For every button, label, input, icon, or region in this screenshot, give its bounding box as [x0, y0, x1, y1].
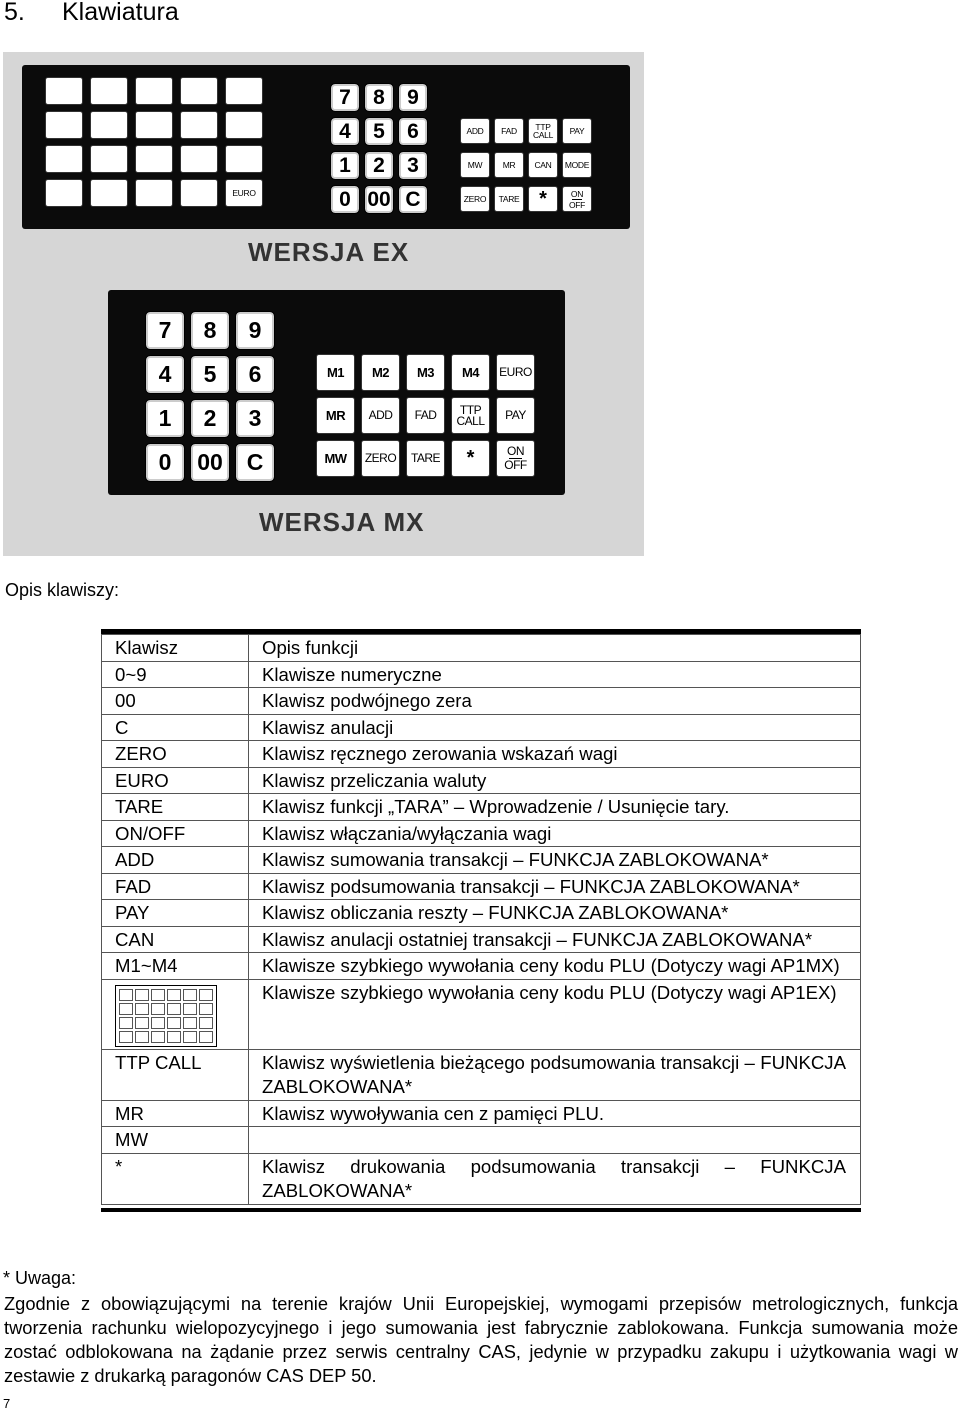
- row-desc: Klawisz obliczania reszty – FUNKCJA ZABLOKOWANA*: [249, 900, 861, 927]
- section-heading: [4, 0, 179, 27]
- ex-plu-key: [90, 145, 128, 173]
- table-row: [102, 1100, 861, 1127]
- table-row: [102, 661, 861, 688]
- ex-function-key: ADD: [460, 118, 490, 144]
- ex-function-key: FAD: [494, 118, 524, 144]
- ex-function-key: ON OFF: [562, 186, 592, 212]
- keyboard-figure: [3, 52, 644, 556]
- table-row: [102, 979, 861, 1049]
- mx-function-key: PAY: [496, 397, 535, 434]
- row-desc: Klawisz anulacji: [249, 714, 861, 741]
- ex-function-key: MR: [494, 152, 524, 178]
- mx-function-key: EURO: [496, 354, 535, 391]
- key-description-label: Opis klawiszy:: [5, 580, 120, 600]
- ex-numeric-key: 7: [331, 84, 359, 111]
- table-row: [102, 873, 861, 900]
- row-desc: Klawisz podwójnego zera: [249, 688, 861, 715]
- ex-plu-key: [135, 77, 173, 105]
- row-desc: Klawisz przeliczania waluty: [249, 767, 861, 794]
- mx-function-key: M4: [451, 354, 490, 391]
- mx-function-key: TTP CALL: [451, 397, 490, 434]
- ex-plu-key: [45, 145, 83, 173]
- row-key: 00: [102, 688, 249, 715]
- row-key: ON/OFF: [102, 820, 249, 847]
- row-desc: [249, 1127, 861, 1154]
- table-row: [102, 953, 861, 980]
- row-key: M1~M4: [102, 953, 249, 980]
- page-number: 7: [3, 1396, 11, 1411]
- table-row: [102, 714, 861, 741]
- row-key: PAY: [102, 900, 249, 927]
- table-row: [102, 741, 861, 768]
- ex-plu-key: [180, 145, 218, 173]
- mx-numeric-key: 3: [236, 400, 274, 437]
- table-row: [102, 794, 861, 821]
- table-row: [102, 820, 861, 847]
- table-row: [102, 1153, 861, 1204]
- mx-function-key: TARE: [406, 440, 445, 477]
- table-row: [102, 900, 861, 927]
- row-key: MR: [102, 1100, 249, 1127]
- ex-numeric-key: 3: [399, 152, 427, 179]
- row-key: MW: [102, 1127, 249, 1154]
- header-desc: Opis funkcji: [249, 635, 861, 662]
- ex-plu-key: [45, 179, 83, 207]
- row-desc: Klawisz wywoływania cen z pamięci PLU.: [249, 1100, 861, 1127]
- table-row: [102, 926, 861, 953]
- ex-function-key: TTP CALL: [528, 118, 558, 144]
- mx-function-key: M1: [316, 354, 355, 391]
- note-title: * Uwaga:: [3, 1268, 77, 1288]
- ex-plu-key: [90, 111, 128, 139]
- mx-function-key: *: [451, 440, 490, 477]
- row-desc: Klawisz drukowania podsumowania transakcji – FUNKCJA ZABLOKOWANA*: [249, 1153, 861, 1204]
- row-desc: Klawisz anulacji ostatniej transakcji – FUNKCJA ZABLOKOWANA*: [249, 926, 861, 953]
- row-desc: Klawisz włączania/wyłączania wagi: [249, 820, 861, 847]
- row-key: ZERO: [102, 741, 249, 768]
- ex-plu-key: [225, 77, 263, 105]
- mx-numeric-key: 00: [191, 444, 229, 481]
- ex-plu-key: [180, 77, 218, 105]
- row-key: ADD: [102, 847, 249, 874]
- table-row: [102, 688, 861, 715]
- mx-numeric-key: 9: [236, 312, 274, 349]
- row-key: *: [102, 1153, 249, 1204]
- mx-function-key: FAD: [406, 397, 445, 434]
- mx-numeric-key: 7: [146, 312, 184, 349]
- ex-numeric-key: 00: [365, 186, 393, 213]
- table-row: [102, 1049, 861, 1100]
- row-desc: Klawisz wyświetlenia bieżącego podsumowania transakcji – FUNKCJA ZABLOKOWANA*: [249, 1049, 861, 1100]
- ex-function-key: ZERO: [460, 186, 490, 212]
- ex-function-key: TARE: [494, 186, 524, 212]
- ex-function-key: *: [528, 186, 558, 212]
- mx-numeric-key: 1: [146, 400, 184, 437]
- row-key: C: [102, 714, 249, 741]
- ex-plu-key: [225, 145, 263, 173]
- ex-function-key: MODE: [562, 152, 592, 178]
- ex-version-label: WERSJA EX: [248, 237, 410, 267]
- row-desc: Klawisz funkcji „TARA” – Wprowadzenie / Usunięcie tary.: [249, 794, 861, 821]
- mx-numeric-key: 0: [146, 444, 184, 481]
- ex-numeric-key: 8: [365, 84, 393, 111]
- ex-numeric-key: 1: [331, 152, 359, 179]
- row-desc: Klawisz podsumowania transakcji – FUNKCJA ZABLOKOWANA*: [249, 873, 861, 900]
- key-description-table: [101, 634, 861, 1205]
- header-key: Klawisz: [102, 635, 249, 662]
- ex-plu-key: [45, 77, 83, 105]
- table-bottom-rule: [101, 1208, 861, 1212]
- row-key: TARE: [102, 794, 249, 821]
- row-desc: Klawisz sumowania transakcji – FUNKCJA ZABLOKOWANA*: [249, 847, 861, 874]
- mx-numeric-key: 6: [236, 356, 274, 393]
- row-desc: Klawisz ręcznego zerowania wskazań wagi: [249, 741, 861, 768]
- mx-numeric-key: C: [236, 444, 274, 481]
- ex-numeric-key: 5: [365, 118, 393, 145]
- ex-plu-key: [135, 145, 173, 173]
- section-title: Klawiatura: [62, 0, 179, 26]
- ex-numeric-key: C: [399, 186, 427, 213]
- key-table-wrapper: [101, 629, 861, 1212]
- ex-function-key: PAY: [562, 118, 592, 144]
- mx-function-key: ZERO: [361, 440, 400, 477]
- ex-plu-key: [180, 111, 218, 139]
- ex-numeric-key: 4: [331, 118, 359, 145]
- ex-numeric-key: 9: [399, 84, 427, 111]
- mx-numeric-key: 4: [146, 356, 184, 393]
- note-body: Zgodnie z obowiązującymi na terenie krajów Unii Europejskiej, wymogami przepisów metrologicznych, funkcja tworzenia rachunku wielopozycyjnego i jego sumowania jest fabrycznie zablokowana. Funkcja sumowania może zostać odblokowana na żądanie przez serwis centralny CAS, jedynie w przypadku zakupu i użytkowania wagi w zestawie z drukarką paragonów CAS DEP 50.: [4, 1293, 958, 1386]
- ex-plu-key: [135, 111, 173, 139]
- mx-function-key: M2: [361, 354, 400, 391]
- section-number: 5.: [4, 0, 25, 26]
- mx-numeric-key: 2: [191, 400, 229, 437]
- mx-function-key: ON OFF: [496, 440, 535, 477]
- mx-numeric-key: 8: [191, 312, 229, 349]
- ex-function-key: MW: [460, 152, 490, 178]
- ex-plu-key: [135, 179, 173, 207]
- table-row: [102, 1127, 861, 1154]
- row-desc: Klawisze szybkiego wywołania ceny kodu PLU (Dotyczy wagi AP1MX): [249, 953, 861, 980]
- ex-function-key: CAN: [528, 152, 558, 178]
- row-key: FAD: [102, 873, 249, 900]
- row-key: TTP CALL: [102, 1049, 249, 1100]
- table-header-row: [102, 635, 861, 662]
- row-desc: Klawisze numeryczne: [249, 661, 861, 688]
- ex-plu-key: [90, 179, 128, 207]
- mx-numeric-key: 5: [191, 356, 229, 393]
- ex-plu-key: [90, 77, 128, 105]
- row-key: [102, 979, 249, 1049]
- mx-function-key: MR: [316, 397, 355, 434]
- ex-numeric-key: 2: [365, 152, 393, 179]
- row-key: 0~9: [102, 661, 249, 688]
- row-desc: Klawisze szybkiego wywołania ceny kodu PLU (Dotyczy wagi AP1EX): [249, 979, 861, 1049]
- ex-numeric-key: 6: [399, 118, 427, 145]
- table-row: [102, 767, 861, 794]
- ex-plu-key: [225, 111, 263, 139]
- ex-euro-key: EURO: [225, 179, 263, 207]
- table-row: [102, 847, 861, 874]
- mx-function-key: ADD: [361, 397, 400, 434]
- mx-function-key: MW: [316, 440, 355, 477]
- ex-plu-key: [180, 179, 218, 207]
- ex-numeric-key: 0: [331, 186, 359, 213]
- mx-version-label: WERSJA MX: [259, 507, 425, 537]
- row-key: EURO: [102, 767, 249, 794]
- ex-plu-key: [45, 111, 83, 139]
- row-key: CAN: [102, 926, 249, 953]
- plu-grid-icon: [115, 985, 217, 1047]
- mx-function-key: M3: [406, 354, 445, 391]
